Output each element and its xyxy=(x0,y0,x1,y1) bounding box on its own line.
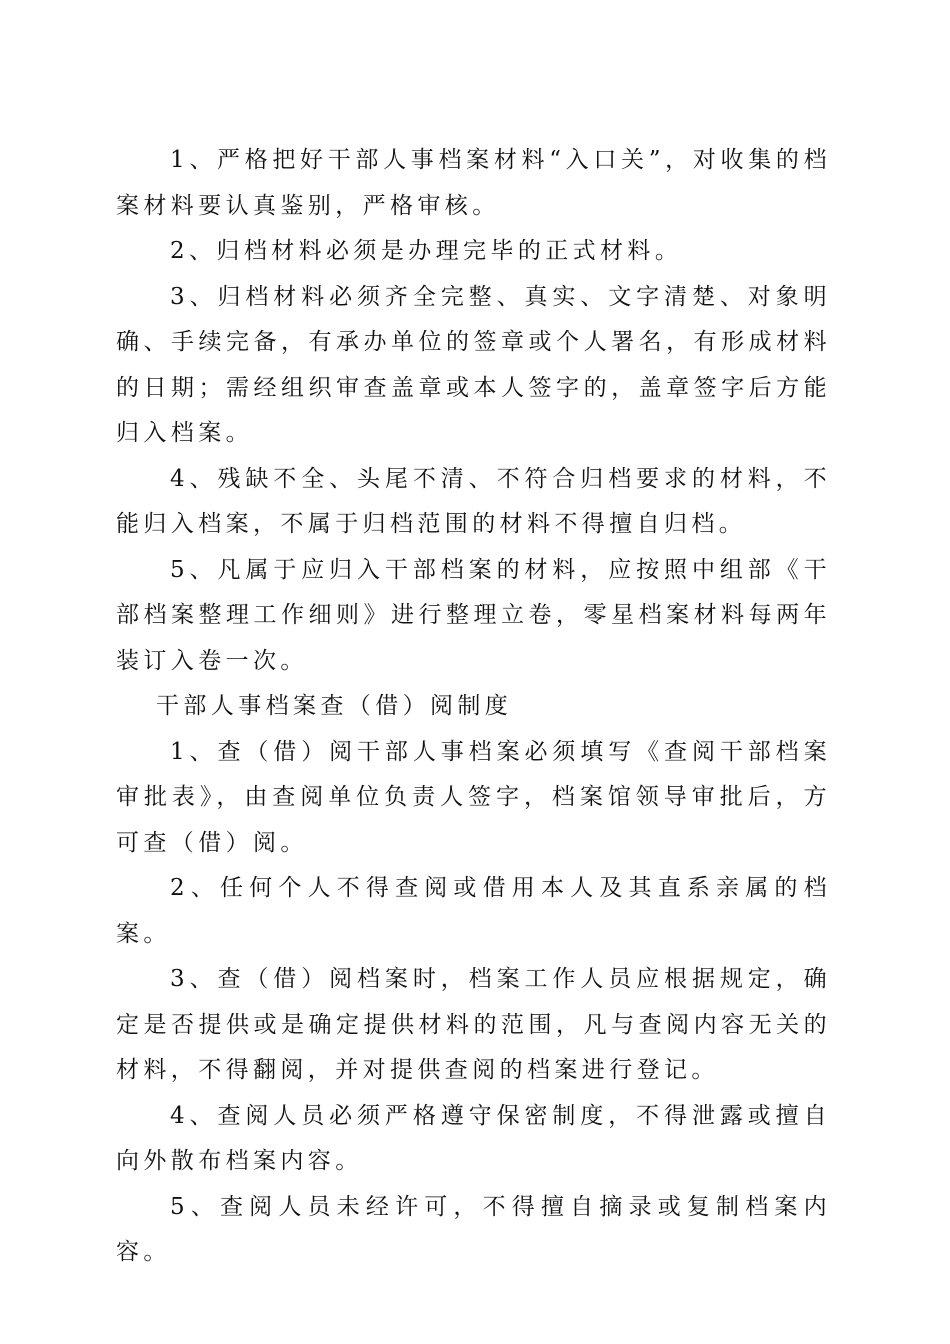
document-body xyxy=(116,138,831,1276)
section1-item-2: 2、归档材料必须是办理完毕的正式材料。 xyxy=(170,238,683,264)
section1-item-3: 3、归档材料必须齐全完整、真实、文字清楚、对象明确、手续完备，有承办单位的签章或个人署名，有形成材料的日期；需经组织审查盖章或本人签字的，盖章签字后方能归入档案。 xyxy=(116,283,831,446)
section2-title: 干部人事档案查（借）阅制度 xyxy=(156,693,513,719)
section2-item-2: 2、任何个人不得查阅或借用本人及其直系亲属的档案。 xyxy=(116,875,831,947)
section1-item-4: 4、残缺不全、头尾不清、不符合归档要求的材料，不能归入档案，不属于归档范围的材料不得擅自归档。 xyxy=(116,465,831,537)
section2-item-4: 4、查阅人员必须严格遵守保密制度，不得泄露或擅自向外散布档案内容。 xyxy=(116,1102,831,1174)
section1-item-5: 5、凡属于应归入干部档案的材料，应按照中组部《干部档案整理工作细则》进行整理立卷，零星档案材料每两年装订入卷一次。 xyxy=(116,556,831,674)
section2-item-5: 5、查阅人员未经许可，不得擅自摘录或复制档案内容。 xyxy=(116,1193,831,1265)
section2-item-1: 1、查（借）阅干部人事档案必须填写《查阅干部档案审批表》，由查阅单位负责人签字，档案馆领导审批后，方可查（借）阅。 xyxy=(116,738,831,856)
section2-item-3: 3、查（借）阅档案时，档案工作人员应根据规定，确定是否提供或是确定提供材料的范围，凡与查阅内容无关的材料，不得翻阅，并对提供查阅的档案进行登记。 xyxy=(116,966,831,1083)
section1-item-1: 1、严格把好干部人事档案材料“入口关”，对收集的档案材料要认真鉴别，严格审核。 xyxy=(116,147,831,219)
